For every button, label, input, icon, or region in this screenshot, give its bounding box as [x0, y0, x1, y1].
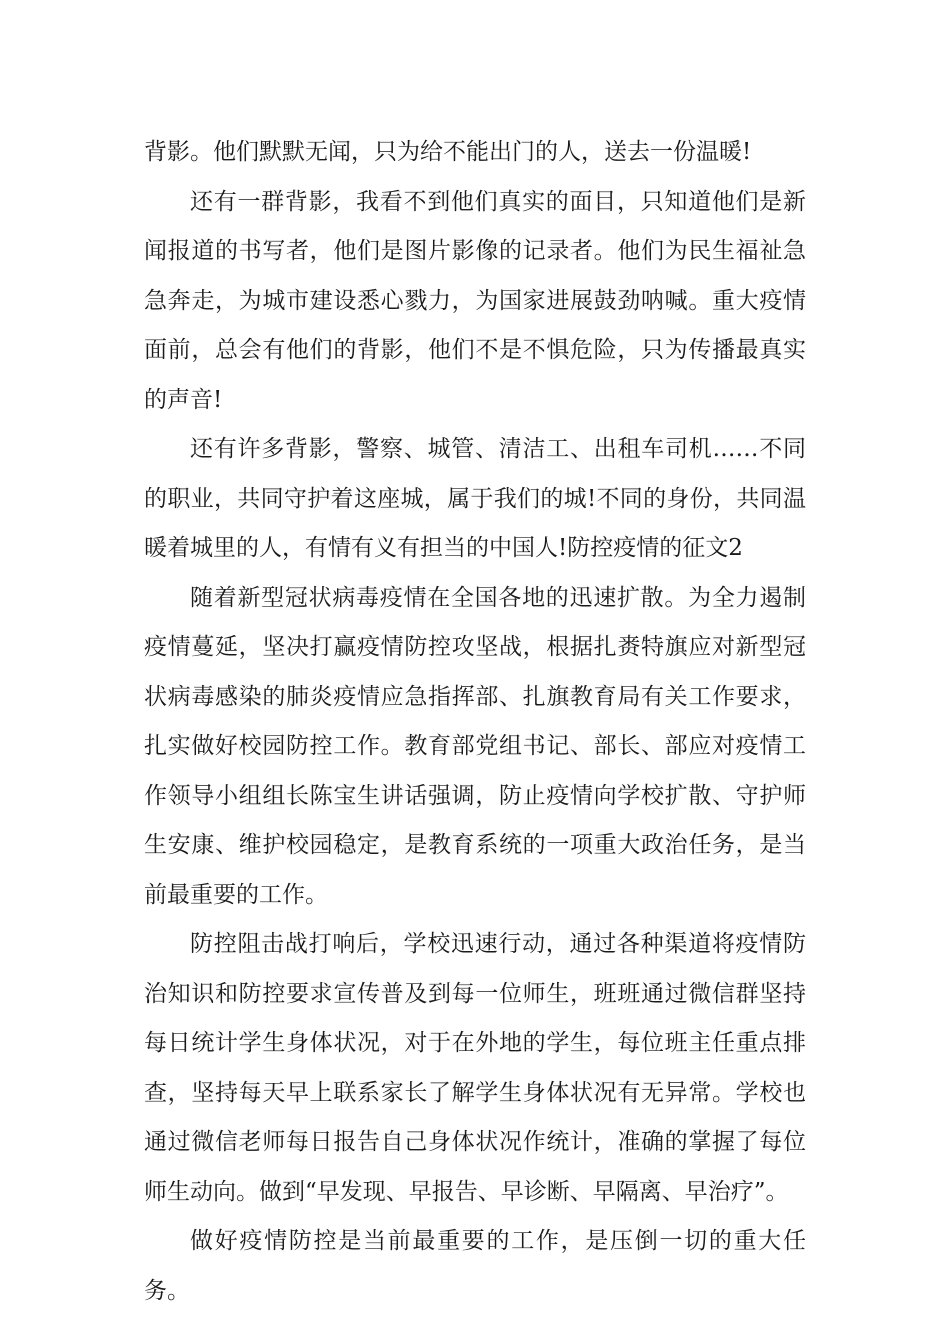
paragraph-news-workers: 还有一群背影，我看不到他们真实的面目，只知道他们是新闻报道的书写者，他们是图片影像的记录者。他们为民生福祉急急奔走，为城市建设悉心戮力，为国家进展鼓劲呐喊。重大疫情面前，总会有他们的背影，他们不是不惧危险，只为传播最真实的声音!: [144, 188, 806, 413]
paragraph-many-backs: 还有许多背影，警察、城管、清洁工、出租车司机……不同的职业，共同守护着这座城，属于我们的城!不同的身份，共同温暖着城里的人，有情有义有担当的中国人!防控疫情的征文2: [144, 436, 806, 561]
paragraph-top-priority: 做好疫情防控是当前最重要的工作，是压倒一切的重大任务。: [144, 1228, 806, 1304]
paragraph-school-action: 防控阻击战打响后，学校迅速行动，通过各种渠道将疫情防治知识和防控要求宣传普及到每一位师生，班班通过微信群坚持每日统计学生身体状况，对于在外地的学生，每位班主任重点排查，坚持每天早上联系家长了解学生身体状况有无异常。学校也通过微信老师每日报告自己身体状况作统计，准确的掌握了每位师生动向。做到“早发现、早报告、早诊断、早隔离、早治疗”。: [144, 931, 806, 1205]
paragraph-school-prevention: 随着新型冠状病毒疫情在全国各地的迅速扩散。为全力遏制疫情蔓延，坚决打赢疫情防控攻坚战，根据扎赉特旗应对新型冠状病毒感染的肺炎疫情应急指挥部、扎旗教育局有关工作要求，扎实做好校园防控工作。教育部党组书记、部长、部应对疫情工作领导小组组长陈宝生讲话强调，防止疫情向学校扩散、守护师生安康、维护校园稳定，是教育系统的一项重大政治任务，是当前最重要的工作。: [144, 584, 806, 908]
paragraph-continued: 背影。他们默默无闻，只为给不能出门的人，送去一份温暖!: [144, 139, 752, 165]
document-body: [144, 128, 806, 1316]
